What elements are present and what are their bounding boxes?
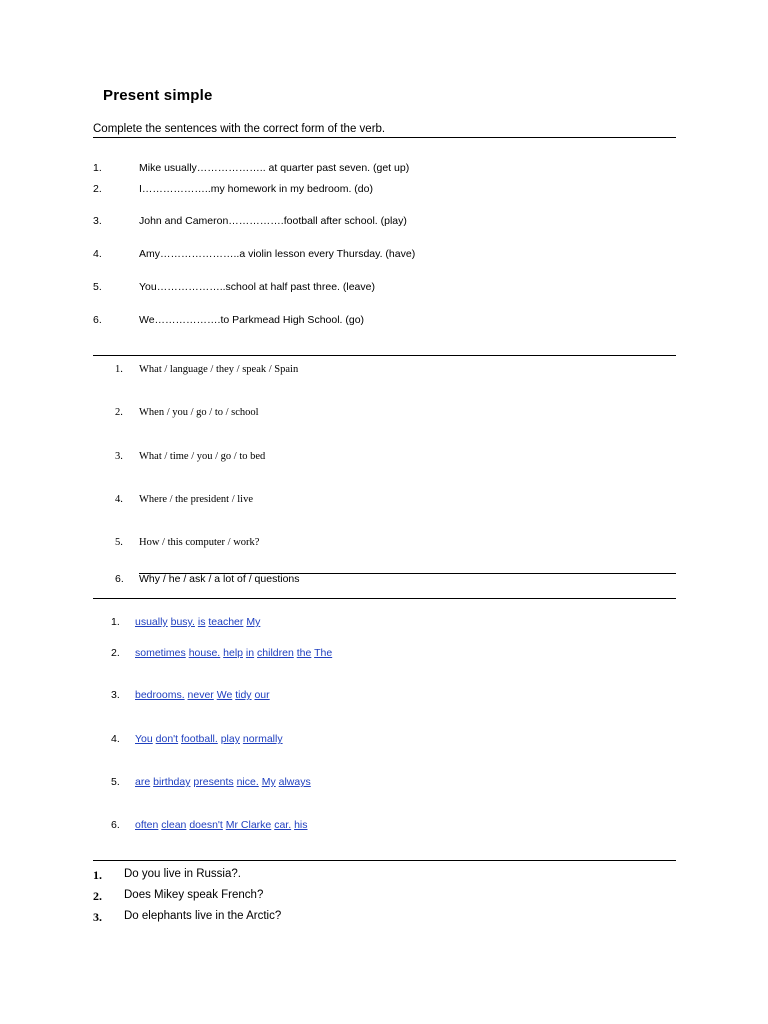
list-item [0,573,768,587]
item-number: 3. [111,689,120,701]
item-text: Does Mikey speak French? [124,889,264,901]
item-number: 1. [115,364,123,375]
item-text: Why / he / ask / a lot of / questions [139,573,300,585]
list-item [0,364,768,378]
word-link[interactable]: clean [161,819,187,831]
list-item [0,248,768,262]
divider [93,598,676,599]
word-link[interactable]: nice. [236,776,259,788]
item-text: When / you / go / to / school [139,407,259,418]
word-link[interactable]: football. [181,733,218,745]
item-number: 3. [93,910,102,924]
word-link[interactable]: never [187,689,214,701]
list-item [0,314,768,328]
item-text: Do elephants live in the Arctic? [124,910,282,922]
list-item [0,215,768,229]
list-item [0,407,768,421]
word-list [135,776,311,788]
word-link[interactable]: busy. [170,616,195,628]
item-number: 5. [111,776,120,788]
item-text: I………………..my homework in my bedroom. (do) [139,183,373,195]
word-link[interactable]: We [216,689,233,701]
word-link[interactable]: Mr Clarke [225,819,272,831]
word-link[interactable]: in [245,647,255,659]
word-link[interactable]: the [296,647,312,659]
list-item [0,776,768,790]
word-list [135,733,283,745]
divider [93,860,676,861]
divider [139,573,676,574]
word-link[interactable]: birthday [153,776,191,788]
word-link[interactable]: usually [135,616,168,628]
word-list [135,616,260,628]
item-text: Amy…………………..a violin lesson every Thursday. (have) [139,248,416,260]
word-list [135,689,270,701]
word-link[interactable]: don't [155,733,179,745]
word-link[interactable]: The [314,647,333,659]
list-item [0,183,768,197]
item-number: 4. [111,733,120,745]
word-link[interactable]: My [246,616,261,628]
item-number: 5. [93,281,102,293]
list-item [0,537,768,551]
word-link[interactable]: always [278,776,311,788]
item-number: 1. [93,162,102,174]
word-link[interactable]: tidy [235,689,252,701]
word-link[interactable]: our [254,689,270,701]
word-link[interactable]: play [220,733,240,745]
list-item [0,733,768,747]
word-link[interactable]: presents [193,776,234,788]
page-title: Present simple [103,87,213,104]
word-link[interactable]: sometimes [135,647,186,659]
word-link[interactable]: house. [188,647,221,659]
item-text: How / this computer / work? [139,537,260,548]
word-link[interactable]: You [135,733,153,745]
list-item [0,868,768,883]
item-number: 2. [111,647,120,659]
list-item [0,281,768,295]
item-text: We……………….to Parkmead High School. (go) [139,314,365,326]
item-text: John and Cameron…………….football after school. (play) [139,215,407,227]
word-link[interactable]: is [197,616,206,628]
list-item [0,889,768,904]
item-text: What / language / they / speak / Spain [139,364,299,375]
list-item [0,647,768,661]
word-link[interactable]: doesn't [189,819,223,831]
item-number: 2. [93,183,102,195]
divider [93,355,676,356]
word-list [135,647,332,659]
item-number: 2. [93,889,102,903]
list-item [0,616,768,630]
list-item [0,910,768,925]
item-text: Mike usually……………….. at quarter past seven. (get up) [139,162,410,174]
list-item [0,689,768,703]
list-item [0,162,768,176]
item-number: 4. [115,494,123,505]
item-number: 3. [93,215,102,227]
word-link[interactable]: children [257,647,294,659]
item-number: 3. [115,451,123,462]
divider [93,137,676,138]
word-link[interactable]: often [135,819,159,831]
item-number: 6. [115,573,124,585]
word-link[interactable]: My [261,776,276,788]
word-link[interactable]: normally [242,733,283,745]
list-item [0,819,768,833]
word-list [135,819,308,831]
item-number: 5. [115,537,123,548]
item-number: 6. [93,314,102,326]
word-link[interactable]: his [294,819,308,831]
item-text: Do you live in Russia?. [124,868,241,880]
word-link[interactable]: bedrooms. [135,689,185,701]
item-number: 4. [93,248,102,260]
item-number: 6. [111,819,120,831]
list-item [0,494,768,508]
item-number: 2. [115,407,123,418]
item-text: Where / the president / live [139,494,253,505]
item-text: You………………..school at half past three. (leave) [139,281,375,293]
word-link[interactable]: teacher [208,616,244,628]
list-item [0,451,768,465]
item-number: 1. [111,616,120,628]
word-link[interactable]: car. [274,819,292,831]
word-link[interactable]: help [223,647,243,659]
instruction: Complete the sentences with the correct form of the verb. [93,123,386,135]
item-text: What / time / you / go / to bed [139,451,266,462]
item-number: 1. [93,868,102,882]
word-link[interactable]: are [135,776,151,788]
